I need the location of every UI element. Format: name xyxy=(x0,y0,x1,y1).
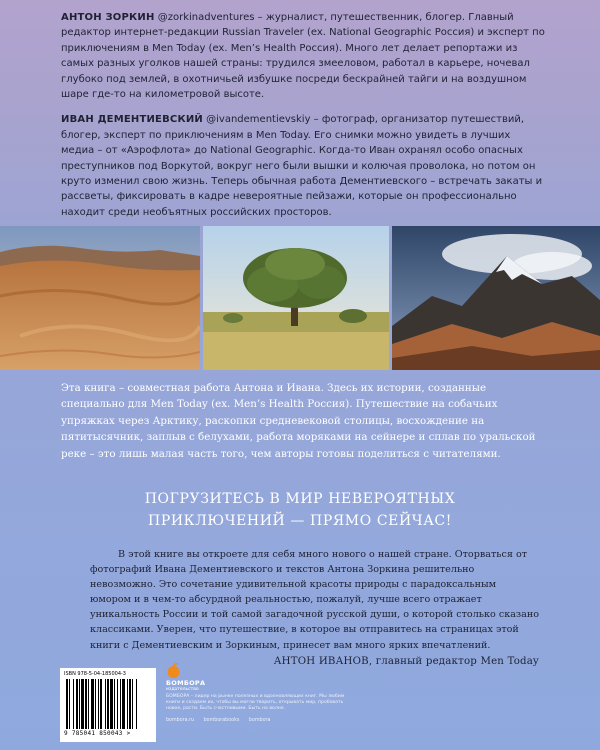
cta-line-1: ПОГРУЗИТЕСЬ В МИР НЕВЕРОЯТНЫХ xyxy=(144,491,456,507)
barcode-digits: 9 785041 850043 > xyxy=(64,730,131,737)
publisher-subtitle: издательство xyxy=(166,687,199,692)
publisher-socials xyxy=(166,718,278,723)
author-bio-dementievsky xyxy=(61,112,545,220)
social-site[interactable]: bombora.ru xyxy=(166,718,195,723)
author-bio-text-dementievsky: @ivandementievskiy – фотограф, организатор путешествий, блогер, эксперт по приключениям в Men Today. Его снимки можно увидеть в лучших медиа – от «Аэрофлота» до National Geographic. Когда-то Иван охранял особо опасных преступников под Воркутой, вокруг него были вышки и колючая проволока, но потом он круто изменил свою жизнь. Теперь обычная работа Дементиевского – встречать закаты и рассветы, фиксировать в кадре невероятные пейзажи, которые он профессионально находит среди необъятных российских просторов. xyxy=(61,114,543,218)
publisher-name: БОМБОРА xyxy=(166,679,206,687)
review-signature: АНТОН ИВАНОВ, главный редактор Men Today xyxy=(273,656,539,667)
isbn-barcode xyxy=(60,668,156,742)
photo-mountain-peak xyxy=(392,226,600,370)
isbn-number: ISBN 978-5-04-185004-3 xyxy=(64,671,126,677)
photo-steppe-tree xyxy=(203,226,389,370)
barcode-bars xyxy=(64,679,152,729)
social-books[interactable]: bomborabooks xyxy=(203,718,240,723)
review-text: В этой книге вы откроете для себя много нового о нашей стране. Оторваться от фотографий Ивана Дементиевского и текстов Антона Зоркина решительно невозможно. Это сочетание удивительной красоты природы с парадоксальным юмором и в чем-то абсурдной реальностью, пожалуй, лучше всего отражает уникальность России и той самой загадочной русской души, о которой столько сказано классиками. Уверен, что путешествие, в которое вы отправитесь на страницах этой книги с Дементиевским и Зоркиным, принесет вам много ярких впечатлений. xyxy=(90,549,540,651)
editor-review xyxy=(90,547,540,653)
author-bios xyxy=(61,10,545,230)
author-bio-text-zorkin: @zorkinadventures – журналист, путешественник, блогер. Главный редактор интернет-редакции Russian Traveler (ex. National Geographic Россия) и эксперт по приключениям в Men Today (ex. Men’s Health Россия). Много лет делает репортажи из самых разных уголков нашей страны: трудился змееловом, работал в карьере, ночевал глубоко под землей, в охотничьей избушке посреди бескрайней тайги и на воздушном шаре где-то на километровой высоте. xyxy=(61,12,545,101)
call-to-action xyxy=(0,488,600,532)
book-intro: Эта книга – совместная работа Антона и Ивана. Здесь их истории, созданные специально для Men Today (ex. Men’s Health Россия). Путешествие на собачьих упряжках через Арктику, раскопки средневековой столицы, восхождение на пятитысячник, заплыв с белухами, работа моряками на сейнере и сплав по уральской реке – это лишь малая часть того, чем авторы готовы поделиться с читателями. xyxy=(61,382,536,460)
cta-line-2: ПРИКЛЮЧЕНИЙ — ПРЯМО СЕЙЧАС! xyxy=(148,513,452,529)
author-name-zorkin: АНТОН ЗОРКИН xyxy=(61,12,155,23)
author-name-dementievsky: ИВАН ДЕМЕНТИЕВСКИЙ xyxy=(61,114,203,126)
social-bombora[interactable]: bombora xyxy=(248,718,271,723)
publisher-note: БОМБОРА – лидер на рынке полезных и вдохновляющих книг. Мы любим книги и создаем их, чтобы вы могли творить, открывать мир, пробовать новое, расти. Быть счастливыми. Быть на волне. xyxy=(166,694,345,711)
publisher-logo xyxy=(166,663,226,693)
photo-sand-dunes xyxy=(0,226,200,370)
bombora-logo-icon xyxy=(166,663,181,679)
photo-strip xyxy=(0,226,600,370)
author-bio-zorkin xyxy=(61,10,545,102)
